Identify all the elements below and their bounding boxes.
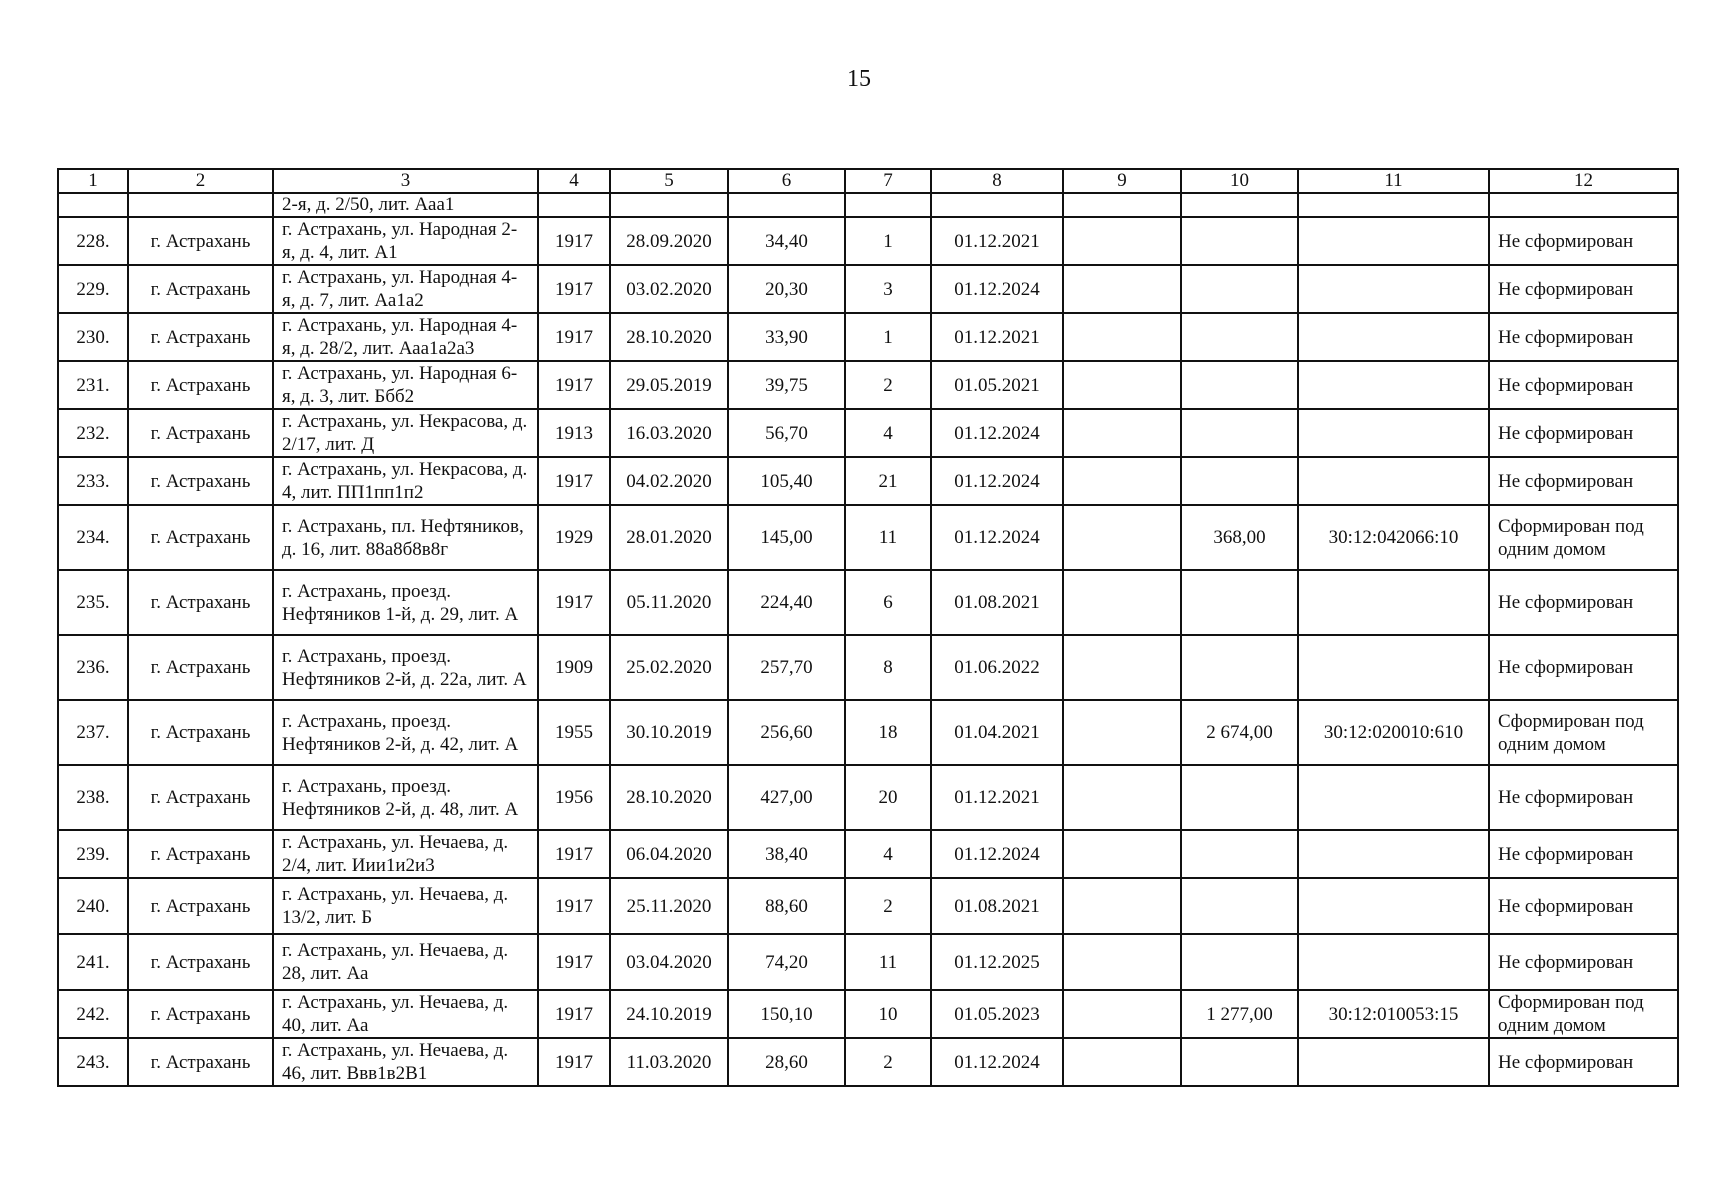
row-number-cell: 229. [58, 265, 128, 313]
build-year-cell: 1917 [538, 990, 610, 1038]
address-cell: г. Астрахань, ул. Нечаева, д. 2/4, лит. Иии1и2и3 [273, 830, 538, 878]
residents-count-cell: 11 [845, 505, 931, 570]
survey-date-cell: 28.10.2020 [610, 313, 728, 361]
empty-cell [931, 193, 1063, 217]
city-cell: г. Астрахань [128, 1038, 273, 1086]
residents-count-cell: 18 [845, 700, 931, 765]
cadastral-number-cell [1298, 409, 1489, 457]
empty-cell [128, 193, 273, 217]
area-cell: 39,75 [728, 361, 845, 409]
residents-count-cell: 3 [845, 265, 931, 313]
land-status-cell: Сформирован под одним домом [1489, 990, 1678, 1038]
build-year-cell: 1917 [538, 457, 610, 505]
row-number-cell: 232. [58, 409, 128, 457]
table-row [58, 990, 1678, 1038]
cadastral-number-cell [1298, 570, 1489, 635]
city-cell: г. Астрахань [128, 830, 273, 878]
area-cell: 28,60 [728, 1038, 845, 1086]
survey-date-cell: 29.05.2019 [610, 361, 728, 409]
resettlement-date-cell: 01.12.2021 [931, 313, 1063, 361]
cadastral-number-cell [1298, 1038, 1489, 1086]
resettlement-date-cell: 01.12.2024 [931, 505, 1063, 570]
column-9-cell [1063, 934, 1181, 990]
city-cell: г. Астрахань [128, 570, 273, 635]
residents-count-cell: 2 [845, 1038, 931, 1086]
land-area-cell [1181, 265, 1298, 313]
column-header: 8 [931, 169, 1063, 193]
row-number-cell: 236. [58, 635, 128, 700]
table-row [58, 934, 1678, 990]
land-status-cell: Не сформирован [1489, 1038, 1678, 1086]
build-year-cell: 1913 [538, 409, 610, 457]
row-number-cell: 231. [58, 361, 128, 409]
residents-count-cell: 1 [845, 313, 931, 361]
column-header: 9 [1063, 169, 1181, 193]
row-number-cell: 234. [58, 505, 128, 570]
address-cell: г. Астрахань, ул. Нечаева, д. 13/2, лит. Б [273, 878, 538, 934]
table-row [58, 700, 1678, 765]
area-cell: 145,00 [728, 505, 845, 570]
resettlement-date-cell: 01.12.2024 [931, 457, 1063, 505]
survey-date-cell: 28.09.2020 [610, 217, 728, 265]
land-status-cell: Не сформирован [1489, 934, 1678, 990]
land-area-cell [1181, 457, 1298, 505]
address-cell: г. Астрахань, проезд. Нефтяников 2-й, д. 48, лит. А [273, 765, 538, 830]
column-9-cell [1063, 570, 1181, 635]
build-year-cell: 1956 [538, 765, 610, 830]
survey-date-cell: 25.11.2020 [610, 878, 728, 934]
column-9-cell [1063, 635, 1181, 700]
table-row [58, 361, 1678, 409]
cadastral-number-cell: 30:12:010053:15 [1298, 990, 1489, 1038]
area-cell: 88,60 [728, 878, 845, 934]
resettlement-date-cell: 01.08.2021 [931, 570, 1063, 635]
land-status-cell: Не сформирован [1489, 265, 1678, 313]
area-cell: 427,00 [728, 765, 845, 830]
cadastral-number-cell [1298, 361, 1489, 409]
empty-cell [538, 193, 610, 217]
residents-count-cell: 20 [845, 765, 931, 830]
column-9-cell [1063, 457, 1181, 505]
build-year-cell: 1917 [538, 217, 610, 265]
resettlement-date-cell: 01.12.2024 [931, 1038, 1063, 1086]
cadastral-number-cell [1298, 830, 1489, 878]
column-header: 11 [1298, 169, 1489, 193]
table-row [58, 830, 1678, 878]
area-cell: 34,40 [728, 217, 845, 265]
residents-count-cell: 21 [845, 457, 931, 505]
column-header: 7 [845, 169, 931, 193]
build-year-cell: 1929 [538, 505, 610, 570]
cadastral-number-cell [1298, 217, 1489, 265]
row-number-cell: 237. [58, 700, 128, 765]
address-cell: г. Астрахань, ул. Нечаева, д. 28, лит. Аа [273, 934, 538, 990]
residents-count-cell: 11 [845, 934, 931, 990]
build-year-cell: 1917 [538, 265, 610, 313]
column-header: 12 [1489, 169, 1678, 193]
column-9-cell [1063, 409, 1181, 457]
empty-cell [845, 193, 931, 217]
address-cell: г. Астрахань, ул. Народная 6-я, д. 3, лит. Ббб2 [273, 361, 538, 409]
resettlement-date-cell: 01.12.2021 [931, 217, 1063, 265]
cadastral-number-cell [1298, 765, 1489, 830]
build-year-cell: 1955 [538, 700, 610, 765]
area-cell: 105,40 [728, 457, 845, 505]
column-9-cell [1063, 361, 1181, 409]
column-header: 3 [273, 169, 538, 193]
address-cell: г. Астрахань, проезд. Нефтяников 1-й, д. 29, лит. А [273, 570, 538, 635]
resettlement-date-cell: 01.12.2021 [931, 765, 1063, 830]
area-cell: 38,40 [728, 830, 845, 878]
table-row [58, 878, 1678, 934]
city-cell: г. Астрахань [128, 765, 273, 830]
survey-date-cell: 25.02.2020 [610, 635, 728, 700]
row-number-cell: 241. [58, 934, 128, 990]
cadastral-number-cell [1298, 457, 1489, 505]
empty-cell [610, 193, 728, 217]
column-9-cell [1063, 765, 1181, 830]
land-area-cell [1181, 635, 1298, 700]
column-header: 10 [1181, 169, 1298, 193]
land-status-cell: Не сформирован [1489, 313, 1678, 361]
city-cell: г. Астрахань [128, 878, 273, 934]
empty-cell [1489, 193, 1678, 217]
continuation-row [58, 193, 1678, 217]
table-row [58, 1038, 1678, 1086]
city-cell: г. Астрахань [128, 934, 273, 990]
area-cell: 256,60 [728, 700, 845, 765]
column-9-cell [1063, 990, 1181, 1038]
land-area-cell [1181, 361, 1298, 409]
city-cell: г. Астрахань [128, 990, 273, 1038]
row-number-cell: 228. [58, 217, 128, 265]
cadastral-number-cell [1298, 934, 1489, 990]
cadastral-number-cell [1298, 313, 1489, 361]
land-status-cell: Не сформирован [1489, 217, 1678, 265]
empty-cell [1298, 193, 1489, 217]
city-cell: г. Астрахань [128, 265, 273, 313]
city-cell: г. Астрахань [128, 217, 273, 265]
city-cell: г. Астрахань [128, 313, 273, 361]
land-status-cell: Не сформирован [1489, 361, 1678, 409]
survey-date-cell: 06.04.2020 [610, 830, 728, 878]
table-row [58, 217, 1678, 265]
land-status-cell: Сформирован под одним домом [1489, 505, 1678, 570]
residents-count-cell: 1 [845, 217, 931, 265]
survey-date-cell: 30.10.2019 [610, 700, 728, 765]
address-cell: г. Астрахань, ул. Некрасова, д. 2/17, лит. Д [273, 409, 538, 457]
build-year-cell: 1917 [538, 361, 610, 409]
land-status-cell: Не сформирован [1489, 878, 1678, 934]
row-number-cell: 239. [58, 830, 128, 878]
build-year-cell: 1917 [538, 570, 610, 635]
address-cell: г. Астрахань, ул. Народная 4-я, д. 28/2, лит. Ааа1а2а3 [273, 313, 538, 361]
table-row [58, 505, 1678, 570]
cadastral-number-cell [1298, 635, 1489, 700]
city-cell: г. Астрахань [128, 409, 273, 457]
build-year-cell: 1917 [538, 934, 610, 990]
address-cell: г. Астрахань, ул. Нечаева, д. 40, лит. Аа [273, 990, 538, 1038]
row-number-cell: 238. [58, 765, 128, 830]
residents-count-cell: 4 [845, 409, 931, 457]
city-cell: г. Астрахань [128, 635, 273, 700]
build-year-cell: 1917 [538, 878, 610, 934]
row-number-cell: 235. [58, 570, 128, 635]
land-area-cell [1181, 409, 1298, 457]
empty-cell [1063, 193, 1181, 217]
resettlement-date-cell: 01.12.2024 [931, 830, 1063, 878]
build-year-cell: 1909 [538, 635, 610, 700]
area-cell: 257,70 [728, 635, 845, 700]
cadastral-number-cell: 30:12:042066:10 [1298, 505, 1489, 570]
land-area-cell [1181, 878, 1298, 934]
address-cell: г. Астрахань, проезд. Нефтяников 2-й, д. 22а, лит. А [273, 635, 538, 700]
city-cell: г. Астрахань [128, 361, 273, 409]
area-cell: 20,30 [728, 265, 845, 313]
area-cell: 74,20 [728, 934, 845, 990]
table-row [58, 570, 1678, 635]
column-header: 2 [128, 169, 273, 193]
survey-date-cell: 28.10.2020 [610, 765, 728, 830]
empty-cell [58, 193, 128, 217]
row-number-cell: 233. [58, 457, 128, 505]
page-number: 15 [847, 66, 871, 92]
build-year-cell: 1917 [538, 830, 610, 878]
column-header: 6 [728, 169, 845, 193]
residents-count-cell: 10 [845, 990, 931, 1038]
land-area-cell [1181, 217, 1298, 265]
land-status-cell: Сформирован под одним домом [1489, 700, 1678, 765]
city-cell: г. Астрахань [128, 700, 273, 765]
column-number-header-row [58, 169, 1678, 193]
survey-date-cell: 05.11.2020 [610, 570, 728, 635]
survey-date-cell: 24.10.2019 [610, 990, 728, 1038]
address-cell: г. Астрахань, проезд. Нефтяников 2-й, д. 42, лит. А [273, 700, 538, 765]
table-row [58, 409, 1678, 457]
land-area-cell [1181, 1038, 1298, 1086]
survey-date-cell: 04.02.2020 [610, 457, 728, 505]
residents-count-cell: 2 [845, 361, 931, 409]
residents-count-cell: 2 [845, 878, 931, 934]
build-year-cell: 1917 [538, 1038, 610, 1086]
land-status-cell: Не сформирован [1489, 409, 1678, 457]
column-9-cell [1063, 217, 1181, 265]
table-row [58, 313, 1678, 361]
resettlement-date-cell: 01.12.2024 [931, 409, 1063, 457]
area-cell: 33,90 [728, 313, 845, 361]
address-cell: г. Астрахань, ул. Народная 2-я, д. 4, лит. А1 [273, 217, 538, 265]
resettlement-date-cell: 01.04.2021 [931, 700, 1063, 765]
survey-date-cell: 28.01.2020 [610, 505, 728, 570]
land-status-cell: Не сформирован [1489, 635, 1678, 700]
row-number-cell: 242. [58, 990, 128, 1038]
resettlement-date-cell: 01.05.2021 [931, 361, 1063, 409]
column-header: 1 [58, 169, 128, 193]
resettlement-date-cell: 01.12.2025 [931, 934, 1063, 990]
land-status-cell: Не сформирован [1489, 457, 1678, 505]
address-cell: 2-я, д. 2/50, лит. Ааа1 [273, 193, 538, 217]
area-cell: 150,10 [728, 990, 845, 1038]
residents-count-cell: 6 [845, 570, 931, 635]
column-header: 4 [538, 169, 610, 193]
empty-cell [728, 193, 845, 217]
survey-date-cell: 03.04.2020 [610, 934, 728, 990]
residents-count-cell: 8 [845, 635, 931, 700]
row-number-cell: 243. [58, 1038, 128, 1086]
housing-registry-table [57, 168, 1679, 1087]
address-cell: г. Астрахань, ул. Народная 4-я, д. 7, лит. Аа1а2 [273, 265, 538, 313]
land-area-cell: 368,00 [1181, 505, 1298, 570]
row-number-cell: 240. [58, 878, 128, 934]
table-row [58, 457, 1678, 505]
survey-date-cell: 03.02.2020 [610, 265, 728, 313]
city-cell: г. Астрахань [128, 457, 273, 505]
column-9-cell [1063, 1038, 1181, 1086]
residents-count-cell: 4 [845, 830, 931, 878]
address-cell: г. Астрахань, ул. Некрасова, д. 4, лит. ПП1пп1п2 [273, 457, 538, 505]
land-status-cell: Не сформирован [1489, 570, 1678, 635]
column-9-cell [1063, 878, 1181, 934]
table-row [58, 635, 1678, 700]
resettlement-date-cell: 01.12.2024 [931, 265, 1063, 313]
land-status-cell: Не сформирован [1489, 765, 1678, 830]
survey-date-cell: 11.03.2020 [610, 1038, 728, 1086]
address-cell: г. Астрахань, ул. Нечаева, д. 46, лит. Ввв1в2В1 [273, 1038, 538, 1086]
row-number-cell: 230. [58, 313, 128, 361]
land-area-cell [1181, 570, 1298, 635]
land-area-cell [1181, 765, 1298, 830]
area-cell: 56,70 [728, 409, 845, 457]
land-status-cell: Не сформирован [1489, 830, 1678, 878]
land-area-cell: 1 277,00 [1181, 990, 1298, 1038]
survey-date-cell: 16.03.2020 [610, 409, 728, 457]
column-9-cell [1063, 830, 1181, 878]
column-header: 5 [610, 169, 728, 193]
table-row [58, 265, 1678, 313]
resettlement-date-cell: 01.08.2021 [931, 878, 1063, 934]
area-cell: 224,40 [728, 570, 845, 635]
build-year-cell: 1917 [538, 313, 610, 361]
resettlement-date-cell: 01.06.2022 [931, 635, 1063, 700]
land-area-cell: 2 674,00 [1181, 700, 1298, 765]
land-area-cell [1181, 934, 1298, 990]
land-area-cell [1181, 830, 1298, 878]
table-row [58, 765, 1678, 830]
column-9-cell [1063, 505, 1181, 570]
column-9-cell [1063, 700, 1181, 765]
cadastral-number-cell: 30:12:020010:610 [1298, 700, 1489, 765]
cadastral-number-cell [1298, 878, 1489, 934]
resettlement-date-cell: 01.05.2023 [931, 990, 1063, 1038]
column-9-cell [1063, 265, 1181, 313]
empty-cell [1181, 193, 1298, 217]
cadastral-number-cell [1298, 265, 1489, 313]
land-area-cell [1181, 313, 1298, 361]
address-cell: г. Астрахань, пл. Нефтяников, д. 16, лит. 88а8б8в8г [273, 505, 538, 570]
city-cell: г. Астрахань [128, 505, 273, 570]
column-9-cell [1063, 313, 1181, 361]
